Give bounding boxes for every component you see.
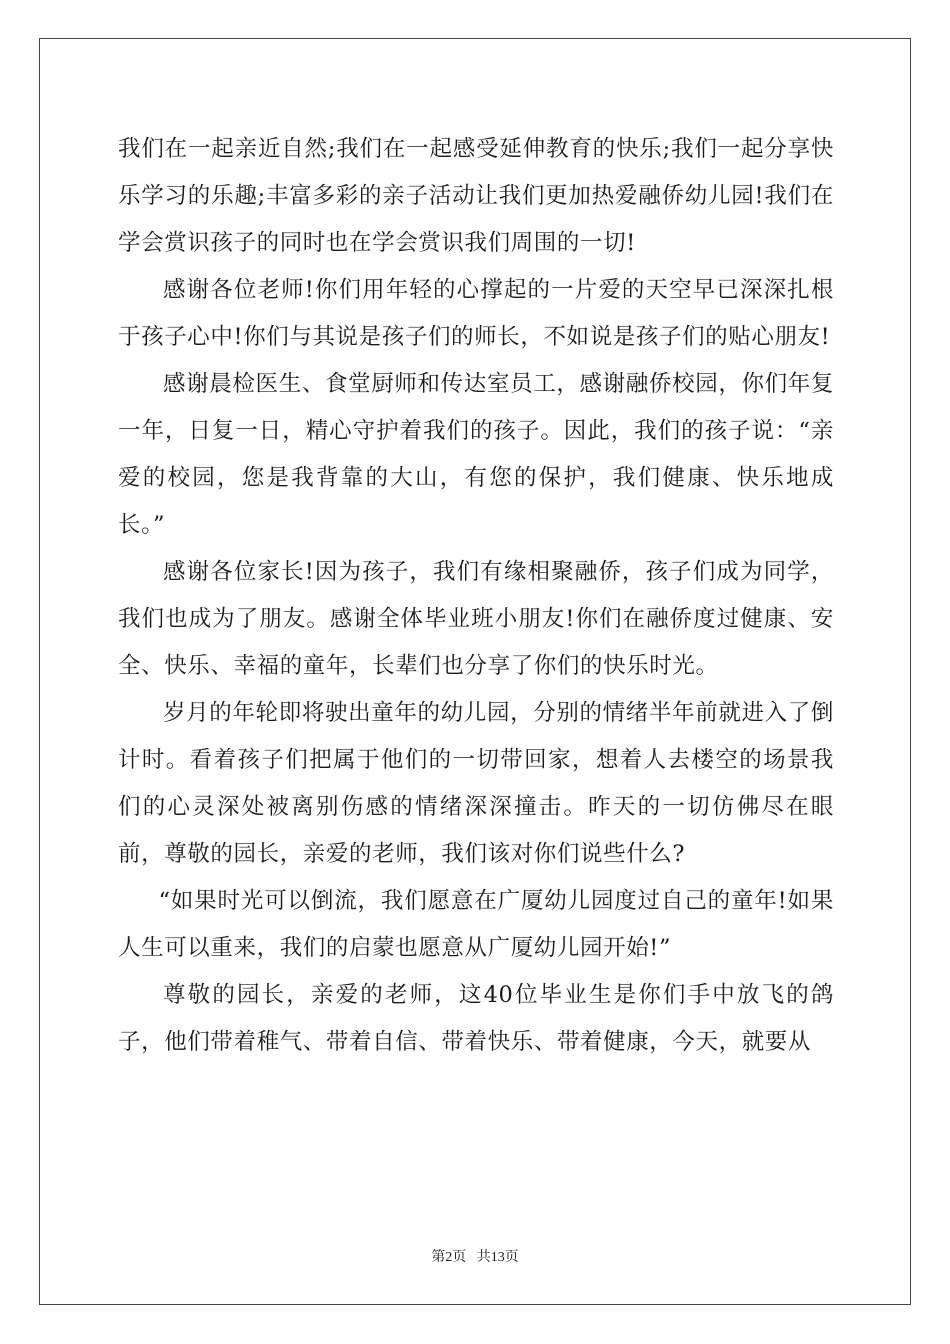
paragraph-1: 我们在一起亲近自然;我们在一起感受延伸教育的快乐;我们一起分享快乐学习的乐趣;丰富多彩的亲子活动让我们更加热爱融侨幼儿园!我们在学会赏识孩子的同时也在学会赏识我们周围的一切! xyxy=(118,136,834,256)
page-number: 第2页 xyxy=(431,1250,467,1265)
paragraph-5: 岁月的年轮即将驶出童年的幼儿园，分别的情绪半年前就进入了倒计时。看着孩子们把属于他们的一切带回家，想着人去楼空的场景我们的心灵深处被离别伤感的情绪深深撞击。昨天的一切仿佛尽在眼前，尊敬的园长，亲爱的老师，我们该对你们说些什么? xyxy=(118,700,834,867)
paragraph-4: 感谢各位家长!因为孩子，我们有缘相聚融侨，孩子们成为同学，我们也成为了朋友。感谢全体毕业班小朋友!你们在融侨度过健康、安全、快乐、幸福的童年，长辈们也分享了你们的快乐时光。 xyxy=(118,559,834,679)
paragraph-3: 感谢晨检医生、食堂厨师和传达室员工，感谢融侨校园，你们年复一年，日复一日，精心守护着我们的孩子。因此，我们的孩子说：“亲爱的校园，您是我背靠的大山，有您的保护，我们健康、快乐地成长。” xyxy=(118,371,834,538)
paragraph-2: 感谢各位老师!你们用年轻的心撑起的一片爱的天空早已深深扎根于孩子心中!你们与其说是孩子们的师长，不如说是孩子们的贴心朋友! xyxy=(118,277,834,350)
paragraph-6: “如果时光可以倒流，我们愿意在广厦幼儿园度过自己的童年!如果人生可以重来，我们的启蒙也愿意从广厦幼儿园开始!” xyxy=(118,888,834,961)
page-total: 共13页 xyxy=(476,1250,519,1265)
page-footer xyxy=(0,1246,950,1266)
paragraph-7: 尊敬的园长，亲爱的老师，这40位毕业生是你们手中放飞的鸽子，他们带着稚气、带着自信、带着快乐、带着健康，今天，就要从 xyxy=(118,982,834,1055)
document-body xyxy=(118,126,834,1066)
